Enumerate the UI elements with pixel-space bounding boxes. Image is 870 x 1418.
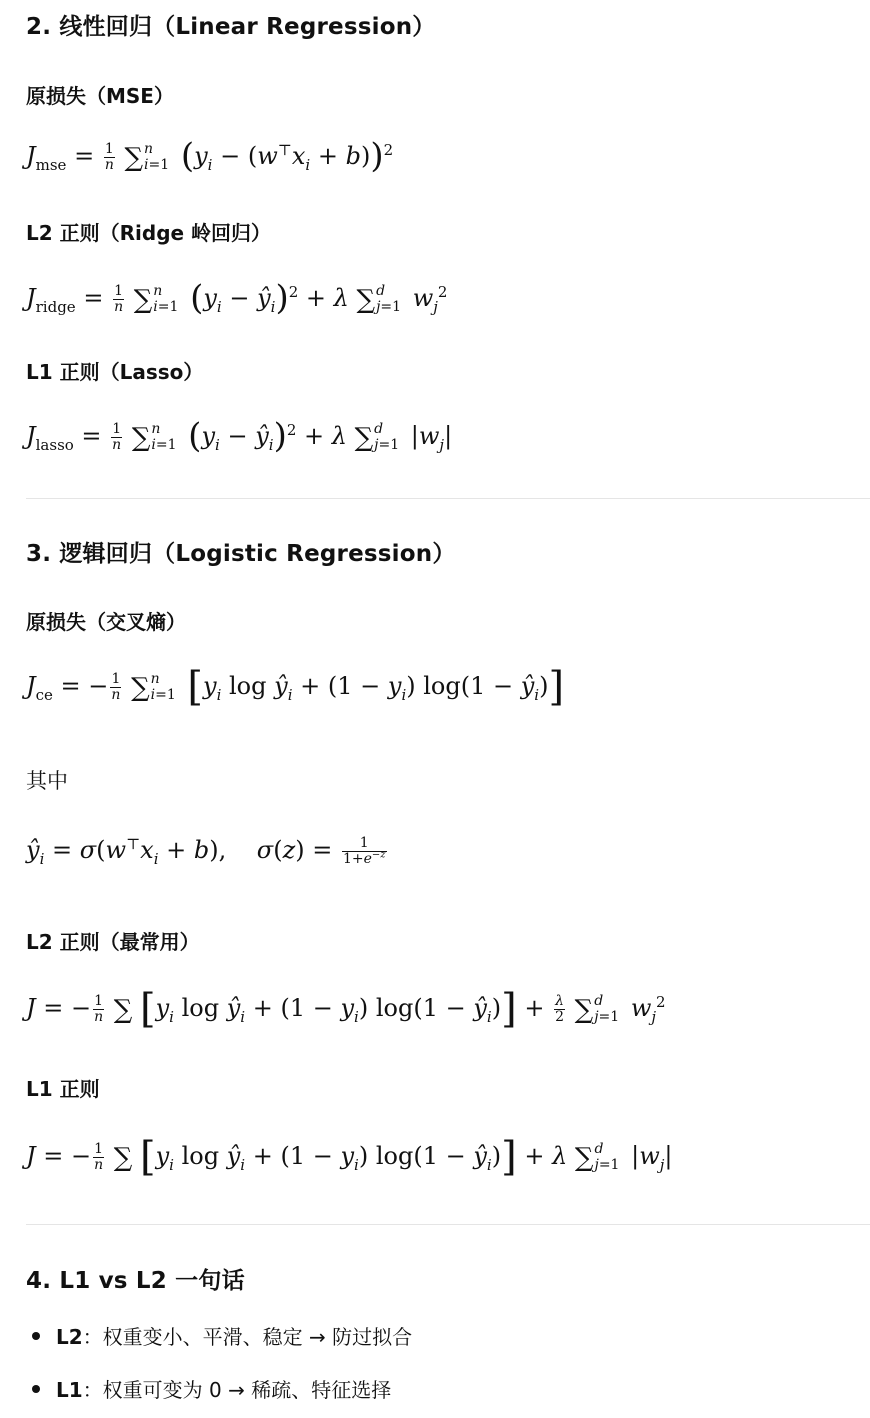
formula-lasso: $J_{lasso}$ = $\frac{1}{n}$ ∑ n i=1 ($y_i$ − $ŷ_i)^2 + \lambda$ ∑ d j=1 $|w_j|$ [26, 416, 453, 456]
cross-entropy-label: 原损失（交叉熵） [26, 610, 186, 634]
list-item-text: 权重可变为 0 → 稀疏、特征选择 [102, 1378, 392, 1402]
bullet-dot-icon [32, 1385, 40, 1393]
list-item [34, 1321, 412, 1350]
logistic-l2-label: L2 正则（最常用） [26, 930, 200, 954]
formula-ridge: $J_{ridge}$ = $\frac{1}{n}$ ∑ n i=1 ($y_i$ − $ŷ_i)^2 + \lambda$ ∑ d j=1 $w_j^2$ [26, 278, 448, 318]
section-divider [26, 1224, 870, 1225]
list-item-separator: ： [82, 1378, 103, 1402]
ridge-label: L2 正则（Ridge 岭回归） [26, 221, 272, 245]
formula-cross-entropy: $J_{ce}$ = − $\frac{1}{n}$ ∑ n i=1 [$y_i$ $\log ŷ_i + (1 - y_i) \log(1$ − $ŷ_i$)] [26, 664, 565, 710]
list-item-term: L1 [56, 1378, 83, 1402]
section-divider [26, 498, 870, 499]
formula-mse: $J_{mse}$ = $\frac{1}{n}$ ∑ n i=1 $(y_i - (w^⊤x_i + b))^2$ [26, 136, 394, 176]
formula-logistic-l2: J = − $\frac{1}{n}$ ∑ [$y_i$ $\log ŷ_i + (1 - y_i) \log(1$ − $ŷ_i$)] + $\frac{\lambda}{2}$ ∑ d j=1 $w_j^2$ [26, 986, 666, 1032]
list-item-separator: ： [82, 1325, 103, 1349]
mse-label: 原损失（MSE） [26, 84, 174, 108]
list-item-term: L2 [56, 1325, 83, 1349]
formula-logistic-l1: J = − $\frac{1}{n}$ ∑ [$y_i$ $\log ŷ_i + (1 - y_i) \log(1$ − $ŷ_i)] + \lambda$ ∑ d j=1 $|w_j|$ [26, 1134, 673, 1180]
bullet-dot-icon [32, 1332, 40, 1340]
list-item [34, 1374, 391, 1403]
section-heading-l1-vs-l2: 4. L1 vs L2 一句话 [26, 1268, 245, 1294]
logistic-l1-label: L1 正则 [26, 1077, 100, 1101]
section-heading-linear-regression: 2. 线性回归（Linear Regression） [26, 14, 436, 40]
where-label: 其中 [26, 769, 68, 793]
list-item-text: 权重变小、平滑、稳定 → 防过拟合 [102, 1325, 413, 1349]
section-heading-logistic-regression: 3. 逻辑回归（Logistic Regression） [26, 541, 456, 567]
formula-sigmoid: $ŷ_i = \sigma(w^⊤x_i + b)$, σ(z) = $\frac{1}{1+e^{-z}}$ [26, 835, 386, 868]
lasso-label: L1 正则（Lasso） [26, 360, 204, 384]
